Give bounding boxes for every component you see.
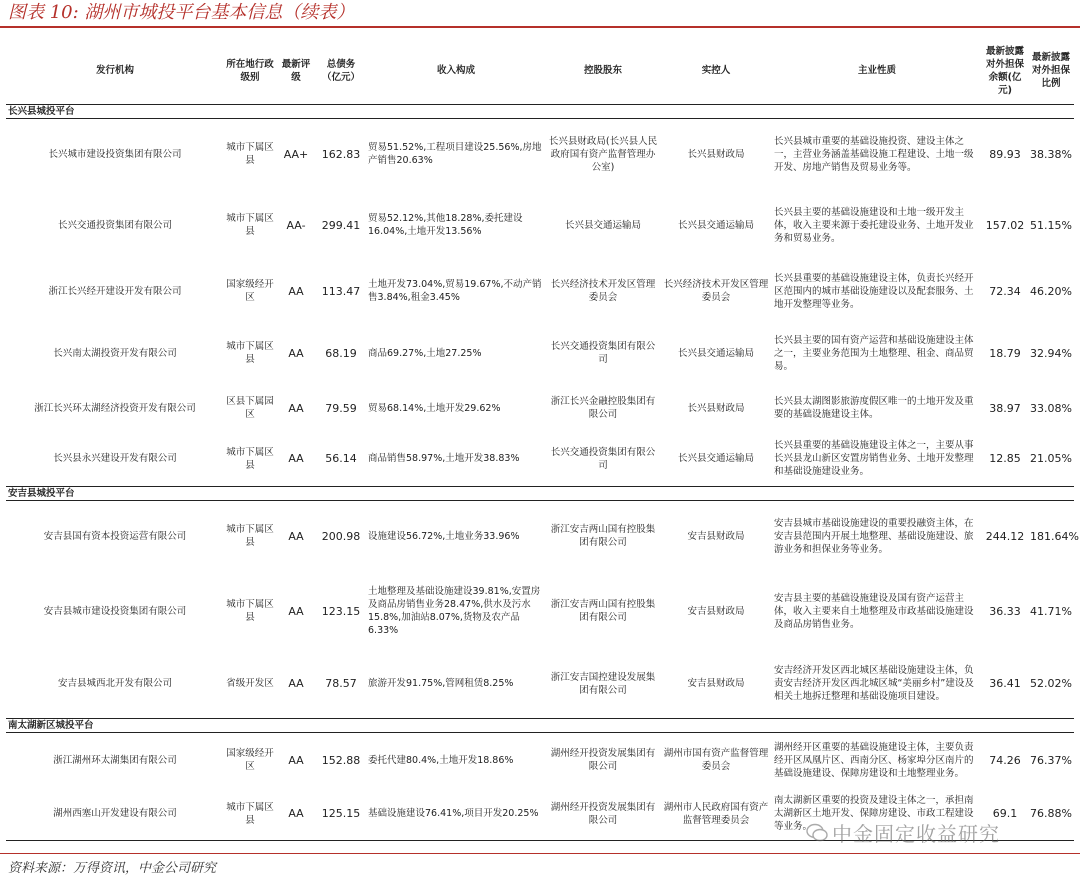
level-cell: 国家级经开区	[226, 279, 274, 303]
business-cell: 长兴县主要的国有资产运营和基础设施建设主体之一，主要业务范围为土地整理、租金、商品贸易。	[774, 334, 974, 372]
section-title: 安吉县城投平台	[6, 486, 1074, 500]
controller-cell: 安吉县财政局	[687, 530, 745, 542]
rating-cell: AA	[288, 346, 304, 360]
business-cell: 长兴县城市重要的基础设施投资、建设主体之一，主营业务涵盖基础设施工程建设、土地一级开发、房地产销售及贸易业务等。	[774, 135, 974, 173]
holder-cell: 长兴县财政局(长兴县人民政府国有资产监督管理办公室)	[548, 135, 658, 173]
business-cell: 湖州经开区重要的基础设施建设主体，主要负责经开区凤凰片区、西南分区、杨家埠分区南片的基础设施建设、保障房建设和土地整理业务。	[774, 741, 974, 779]
guarantee-cell: 72.34	[989, 284, 1021, 298]
business-cell: 长兴县主要的基础设施建设和土地一级开发主体，收入主要来源于委托建设业务、土地开发业务和贸易业务。	[774, 206, 974, 244]
footer-rule	[0, 853, 1080, 854]
controller-cell: 湖州市人民政府国有资产监督管理委员会	[660, 788, 772, 840]
table-row	[6, 118, 1074, 190]
header-cell: 实控人	[660, 38, 772, 104]
level-cell: 城市下属区县	[226, 142, 274, 167]
business-cell: 安吉经济开发区西北城区基础设施建设主体，负责安吉经济开发区西北城区城“美丽乡村”建设及相关土地拆迁整理和基础设施项目建设。	[772, 650, 982, 718]
ratio-cell: 41.71%	[1030, 604, 1072, 618]
debt-cell: 68.19	[325, 346, 357, 360]
ratio-cell: 46.20%	[1030, 284, 1072, 298]
business-cell: 南太湖新区重要的投资及建设主体之一，承担南太湖新区土地开发、保障房建设、市政工程建设等业务。	[772, 788, 982, 840]
controller-cell: 湖州市国有资产监督管理委员会	[663, 748, 769, 773]
income-cell: 旅游开发91.75%,管网租赁8.25%	[366, 650, 546, 718]
level-cell: 城市下属区县	[226, 341, 274, 365]
rating-cell: AA+	[283, 147, 309, 161]
level-cell: 城市下属区县	[224, 788, 276, 840]
table-row	[6, 500, 1074, 572]
ratio-cell: 52.02%	[1028, 650, 1074, 718]
header-cell: 所在地行政级别	[224, 38, 276, 104]
income-cell: 委托代建80.4%,土地开发18.86%	[368, 754, 514, 766]
watermark-text: 中金固定收益研究	[832, 822, 1000, 846]
rating-cell: AA	[288, 753, 304, 767]
rating-cell: AA	[276, 788, 316, 840]
income-cell: 商品69.27%,土地27.25%	[368, 347, 482, 359]
issuer-cell: 安吉县城西北开发有限公司	[6, 650, 224, 718]
controller-cell: 长兴县交通运输局	[660, 432, 772, 486]
ratio-cell: 38.38%	[1030, 147, 1072, 161]
issuer-cell: 长兴县永兴建设开发有限公司	[6, 432, 224, 486]
business-cell: 长兴县重要的基础设施建设主体，负责长兴经开区范围内的城市基础设施建设以及配套服务、土地开发整理等业务。	[774, 272, 974, 310]
guarantee-cell: 36.41	[982, 650, 1028, 718]
ratio-cell: 76.88%	[1028, 788, 1074, 840]
issuer-cell: 湖州西塞山开发建设有限公司	[6, 788, 224, 840]
level-cell: 城市下属区县	[224, 432, 276, 486]
table-row	[6, 260, 1074, 322]
issuer-cell: 安吉县城市建设投资集团有限公司	[43, 605, 187, 617]
controller-cell: 安吉县财政局	[687, 605, 745, 617]
table-row	[6, 732, 1074, 788]
business-cell: 安吉县城市基础设施建设的重要投融资主体，在安吉县范围内开展土地整理、基础设施建设、旅游业务和担保业务等业务。	[774, 517, 974, 555]
income-cell: 土地开发73.04%,贸易19.67%,不动产销售3.84%,租金3.45%	[368, 279, 542, 303]
holder-cell: 浙江安吉国控建设发展集团有限公司	[546, 650, 660, 718]
level-cell: 城市下属区县	[226, 599, 274, 623]
business-cell: 长兴县太湖图影旅游度假区唯一的土地开发及重要的基础设施建设主体。	[774, 396, 974, 420]
holder-cell: 长兴交通投资集团有限公司	[546, 432, 660, 486]
table-row	[6, 650, 1074, 718]
debt-cell: 125.15	[316, 788, 366, 840]
header-cell: 主业性质	[772, 38, 982, 104]
figure-title: 图表 10: 湖州市城投平台基本信息（续表）	[8, 2, 355, 23]
controller-cell: 长兴县交通运输局	[677, 347, 754, 359]
table-row	[6, 384, 1074, 432]
level-cell: 区县下属园区	[226, 396, 274, 420]
header-row	[6, 38, 1074, 104]
guarantee-cell: 74.26	[989, 753, 1021, 767]
holder-cell: 浙江长兴金融控股集团有限公司	[550, 396, 656, 420]
debt-cell: 200.98	[321, 529, 361, 543]
debt-cell: 299.41	[321, 218, 361, 232]
table-row	[6, 190, 1074, 260]
holder-cell: 浙江安吉两山国有控股集团有限公司	[550, 524, 656, 549]
income-cell: 商品销售58.97%,土地开发38.83%	[366, 432, 546, 486]
level-cell: 国家级经开区	[226, 748, 274, 773]
controller-cell: 安吉县财政局	[660, 650, 772, 718]
income-cell: 基础设施建设76.41%,项目开发20.25%	[366, 788, 546, 840]
ratio-cell: 33.08%	[1030, 401, 1072, 415]
guarantee-cell: 12.85	[982, 432, 1028, 486]
guarantee-cell: 157.02	[985, 218, 1025, 232]
holder-cell: 长兴交通投资集团有限公司	[550, 341, 656, 365]
watermark	[806, 818, 1000, 847]
source-note: 资料来源：万得资讯，中金公司研究	[8, 861, 217, 876]
guarantee-cell: 38.97	[989, 401, 1021, 415]
section-title: 长兴县城投平台	[6, 104, 1074, 118]
controller-cell: 长兴经济技术开发区管理委员会	[663, 279, 769, 303]
issuer-cell: 浙江长兴环太湖经济投资开发有限公司	[34, 402, 196, 414]
header-cell: 总债务（亿元）	[316, 38, 366, 104]
debt-cell: 79.59	[325, 401, 357, 415]
rating-cell: AA	[288, 604, 304, 618]
controller-cell: 长兴县交通运输局	[677, 219, 754, 231]
rating-cell: AA	[288, 529, 304, 543]
debt-cell: 56.14	[316, 432, 366, 486]
controller-cell: 长兴县财政局	[687, 402, 745, 414]
issuer-cell: 长兴城市建设投资集团有限公司	[48, 148, 182, 160]
rating-cell: AA-	[286, 218, 306, 232]
guarantee-cell: 69.1	[982, 788, 1028, 840]
holder-cell: 长兴经济技术开发区管理委员会	[550, 279, 656, 303]
holder-cell: 湖州经开投资发展集团有限公司	[550, 748, 656, 773]
holder-cell: 长兴县交通运输局	[564, 219, 641, 231]
header-cell: 控股股东	[546, 38, 660, 104]
debt-cell: 113.47	[321, 284, 361, 298]
table-row	[6, 432, 1074, 486]
section-header	[6, 718, 1074, 732]
level-cell: 城市下属区县	[226, 524, 274, 549]
guarantee-cell: 244.12	[985, 529, 1025, 543]
header-cell: 最新披露对外担保余额(亿元)	[982, 38, 1028, 104]
ratio-cell: 21.05%	[1028, 432, 1074, 486]
ratio-cell: 51.15%	[1030, 218, 1072, 232]
ratio-cell: 181.64%	[1030, 529, 1079, 543]
debt-cell: 152.88	[321, 753, 361, 767]
guarantee-cell: 89.93	[989, 147, 1021, 161]
platform-table	[6, 38, 1079, 841]
holder-cell: 浙江安吉两山国有控股集团有限公司	[550, 599, 656, 623]
level-cell: 城市下属区县	[226, 213, 274, 237]
header-cell: 收入构成	[366, 38, 546, 104]
header-cell: 发行机构	[6, 38, 224, 104]
guarantee-cell: 18.79	[989, 346, 1021, 360]
wechat-icon	[806, 823, 828, 843]
income-cell: 贸易51.52%,工程项目建设25.56%,房地产销售20.63%	[368, 142, 542, 167]
income-cell: 土地整理及基础设施建设39.81%,安置房及商品房销售业务28.47%,供水及污水15.8%,加油站8.07%,货物及农产品6.33%	[368, 586, 541, 636]
business-cell: 安吉县主要的基础设施建设及国有资产运营主体，收入主要来自土地整理及市政基础设施建设及商品房销售业务。	[774, 592, 974, 630]
issuer-cell: 长兴南太湖投资开发有限公司	[53, 347, 177, 359]
header-cell: 最新披露对外担保比例	[1028, 38, 1074, 104]
section-header	[6, 486, 1074, 500]
table-row	[6, 572, 1074, 650]
level-cell: 省级开发区	[224, 650, 276, 718]
title-rule	[0, 26, 1080, 28]
ratio-cell: 32.94%	[1030, 346, 1072, 360]
rating-cell: AA	[276, 650, 316, 718]
issuer-cell: 浙江长兴经开建设开发有限公司	[48, 285, 182, 297]
income-cell: 设施建设56.72%,土地业务33.96%	[368, 530, 520, 542]
debt-cell: 78.57	[316, 650, 366, 718]
ratio-cell: 76.37%	[1030, 753, 1072, 767]
debt-cell: 162.83	[321, 147, 361, 161]
debt-cell: 123.15	[321, 604, 361, 618]
issuer-cell: 浙江湖州环太湖集团有限公司	[53, 754, 177, 766]
guarantee-cell: 36.33	[989, 604, 1021, 618]
table-row	[6, 322, 1074, 384]
issuer-cell: 长兴交通投资集团有限公司	[57, 219, 172, 231]
header-cell: 最新评级	[276, 38, 316, 104]
income-cell: 贸易52.12%,其他18.28%,委托建设16.04%,土地开发13.56%	[368, 213, 523, 237]
section-title: 南太湖新区城投平台	[6, 718, 1074, 732]
issuer-cell: 安吉县国有资本投资运营有限公司	[43, 530, 187, 542]
controller-cell: 长兴县财政局	[687, 148, 745, 160]
holder-cell: 湖州经开投资发展集团有限公司	[546, 788, 660, 840]
income-cell: 贸易68.14%,土地开发29.62%	[368, 402, 501, 414]
business-cell: 长兴县重要的基础设施建设主体之一，主要从事长兴县龙山新区安置房销售业务、土地开发整理和基础设施建设业务。	[772, 432, 982, 486]
rating-cell: AA	[288, 284, 304, 298]
rating-cell: AA	[276, 432, 316, 486]
section-header	[6, 104, 1074, 118]
rating-cell: AA	[288, 401, 304, 415]
